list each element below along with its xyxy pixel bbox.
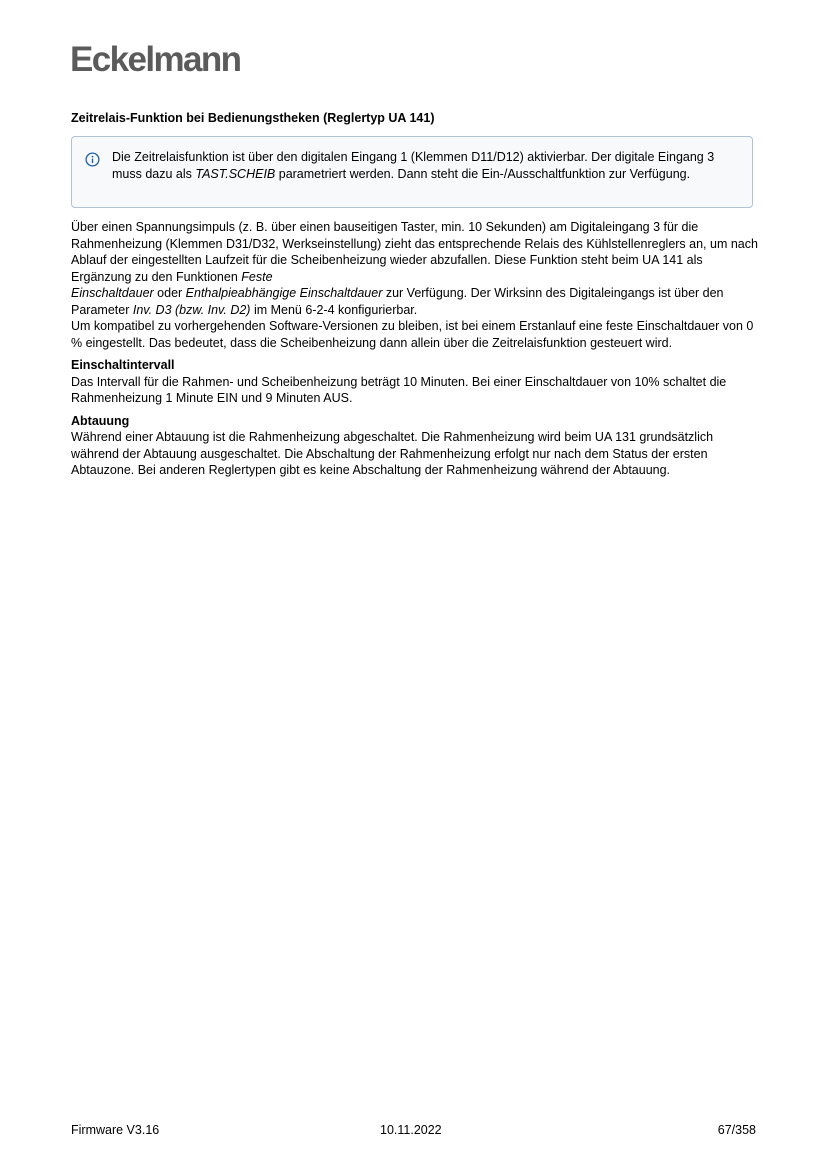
info-text-part1: Die Zeitrelaisfunktion ist über den digitalen Eingang 1 (Klemmen D11/D12) aktivierbar. Der digitale Eingang 3 muss dazu als <box>112 150 715 181</box>
paragraph-impulse-text-2: oder <box>153 286 186 300</box>
heading-interval: Einschaltintervall <box>71 358 175 372</box>
function-name-enthalpie: Enthalpieabhängige Einschaltdauer <box>185 286 383 300</box>
function-name-feste: Feste <box>241 269 273 284</box>
info-icon <box>85 152 100 167</box>
footer-page-number: 67/358 <box>717 1123 756 1137</box>
paragraph-compat: Um kompatibel zu vorhergehenden Software-Versionen zu bleiben, ist bei einem Erstanlauf eine feste Einschaltdauer von 0 % eingestellt. Das bedeutet, dass die Scheibenheizung dann allein über die Zeitrelaisfunktion gesteuert wird. <box>71 319 754 350</box>
info-param-name: TAST.SCHEIB <box>195 166 276 181</box>
info-box <box>71 136 753 208</box>
paragraph-impulse-text-4: im Menü 6-2-4 konfigurierbar. <box>250 302 418 317</box>
info-text-part2: parametriert werden. Dann steht die Ein-/Ausschaltfunktion zur Verfügung. <box>275 166 691 181</box>
footer-date: 10.11.2022 <box>380 1123 442 1137</box>
heading-defrost: Abtauung <box>71 413 130 428</box>
info-text <box>112 149 742 182</box>
main-content <box>71 219 761 479</box>
paragraph-impulse <box>71 219 761 318</box>
paragraph-impulse-text-3: zur Verfügung. Der Wirksinn des Digitaleingangs ist über den Parameter <box>71 286 724 317</box>
footer-firmware: Firmware V3.16 <box>71 1123 160 1137</box>
function-name-einschaltdauer: Einschaltdauer <box>71 286 154 300</box>
paragraph-defrost: Während einer Abtauung ist die Rahmenheizung abgeschaltet. Die Rahmenheizung wird beim UA 131 grundsätzlich während der Abtauung ausgeschaltet. Die Abschaltung der Rahmenheizung erfolgt nur nach dem Status der ersten Abtauzone. Bei anderen Reglertypen gibt es keine Abschaltung der Rahmenheizung während der Abtauung. <box>71 430 714 477</box>
section-title: Zeitrelais-Funktion bei Bedienungstheken (Reglertyp UA 141) <box>71 111 435 125</box>
paragraph-interval: Das Intervall für die Rahmen- und Scheibenheizung beträgt 10 Minuten. Bei einer Einschaltdauer von 10% schaltet die Rahmenheizung 1 Minute EIN und 9 Minuten AUS. <box>71 374 727 405</box>
parameter-name-inv: Inv. D3 (bzw. Inv. D2) <box>132 302 251 317</box>
paragraph-impulse-text-1: Über einen Spannungsimpuls (z. B. über einen bauseitigen Taster, min. 10 Sekunden) am Digitaleingang 3 für die Rahmenheizung (Klemmen D31/D32, Werkseinstellung) zieht das entsprechende Relais des Kühlstellenreglers an, um nach Ablauf der eingestellten Laufzeit für die Scheibenheizung wieder abzufallen. Diese Funktion steht beim UA 141 als Ergänzung zu den Funktionen <box>71 220 758 284</box>
company-logo: Eckelmann <box>70 40 241 79</box>
